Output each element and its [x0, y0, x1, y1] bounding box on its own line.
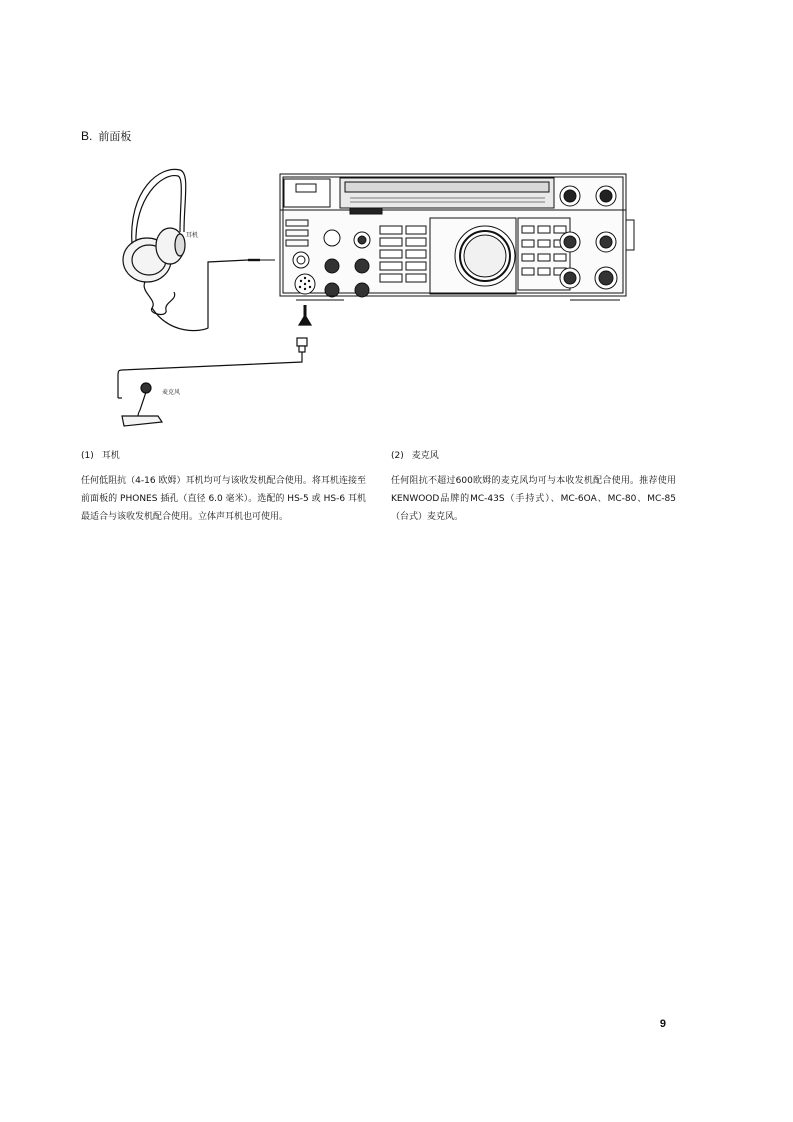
microphone-drawing [118, 305, 311, 426]
microphone-label: 麦克风 [162, 389, 181, 396]
headphones-section [81, 447, 366, 526]
headphones-heading: 耳机 [101, 451, 120, 461]
microphone-section [391, 447, 676, 526]
headphones-paragraph: 任何低阻抗（4-16 欧姆）耳机均可与该收发机配合使用。将耳机连接至前面板的 PHONES 插孔（直径 6.0 毫米）。选配的 HS-5 或 HS-6 耳机最适合与该收发机配合使用。立体声耳机也可使用。 [81, 476, 366, 522]
microphone-heading: 麦克风 [411, 451, 439, 461]
front-panel-figure [100, 160, 640, 440]
front-panel-illustration [100, 160, 640, 440]
section-letter: B. [81, 129, 93, 143]
headphones-title [81, 447, 366, 465]
section-title: 前面板 [98, 130, 132, 143]
headphones-drawing [123, 169, 275, 330]
microphone-title [391, 447, 676, 465]
microphone-number: (2) [391, 451, 404, 461]
microphone-paragraph: 任何阻抗不超过600欧姆的麦克风均可与本收发机配合使用。推荐使用KENWOOD品牌的MC-43S（手持式）、MC-6OA、MC-80、MC-85（台式）麦克风。 [391, 476, 676, 522]
page-number: 9 [659, 1018, 666, 1030]
headphones-number: (1) [81, 451, 94, 461]
section-heading [81, 128, 131, 144]
headphones-label: 耳机 [186, 232, 199, 239]
transceiver-drawing [280, 174, 634, 300]
